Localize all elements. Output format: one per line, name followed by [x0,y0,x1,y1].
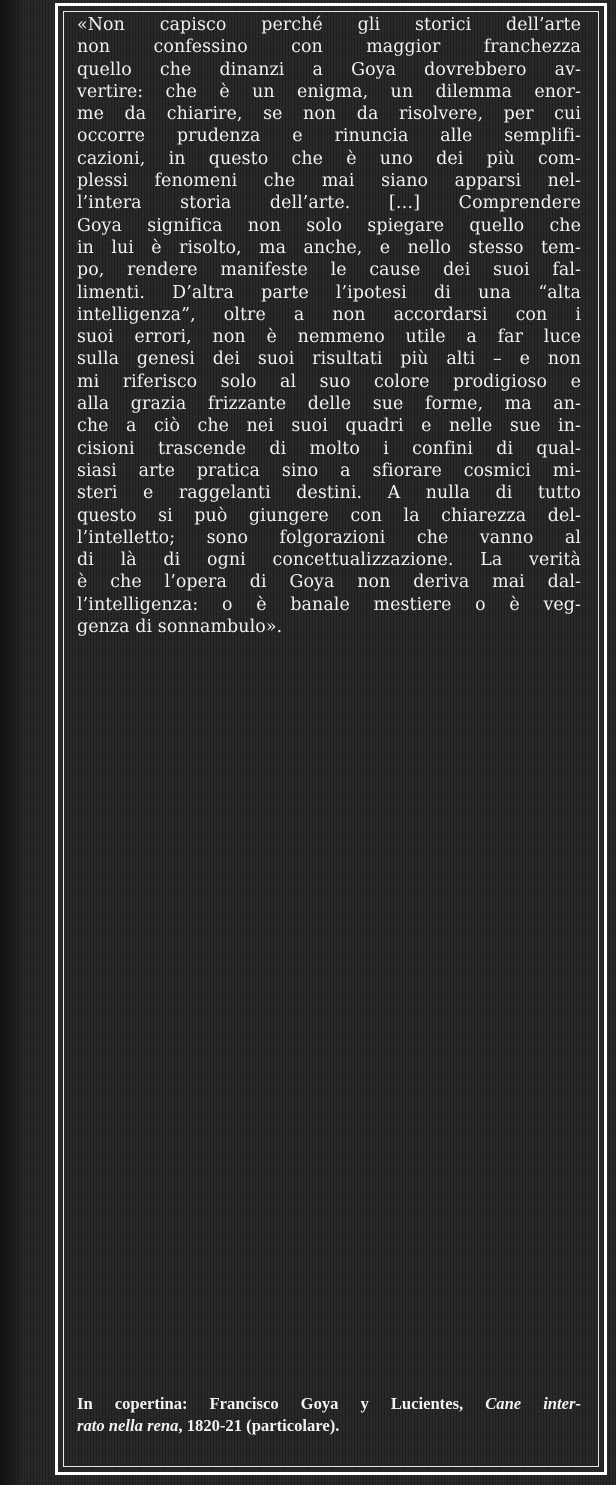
quote-line: me da chiarire, se non da risolvere, per cui [77,104,581,125]
quote-line: non confessino con maggior franchezza [77,37,581,58]
quote-line: «Non capisco perché gli storici dell’arte [77,15,581,35]
quote-line: genza di sonnambulo». [77,617,283,638]
credit-suffix: , 1820-21 (particolare). [178,1416,340,1435]
quote-line: cisioni trascende di molto i confini di qual- [77,438,581,459]
quote-line: cazioni, in questo che è uno dei più com- [77,148,581,169]
quote-line: questo si può giungere con la chiarezza del- [77,505,581,526]
quote-line: di là di ogni concettualizzazione. La verità [77,550,581,571]
artwork-title-part-1: Cane inter- [485,1394,581,1413]
quote-line: che a ciò che nei suoi quadri e nelle sue in- [77,416,581,437]
quote-line: Goya significa non solo spiegare quello che [77,215,581,236]
cover-credit-line-1 [77,1393,581,1415]
quote-line: siasi arte pratica sino a sfiorare cosmici mi- [77,460,581,481]
quote-line: intelligenza”, oltre a non accordarsi con i [77,304,581,325]
quote-line: plessi fenomeni che mai siano apparsi nel- [77,171,581,192]
spine-shadow [0,0,24,1485]
quote-line: alla grazia frizzante delle sue forme, ma an- [77,394,581,415]
quote-line: suoi errori, non è nemmeno utile a far luce [77,327,581,348]
quote-line: mi riferisco solo al suo colore prodigioso e [77,371,581,392]
quote-line: sulla genesi dei suoi risultati più alti – e non [77,349,581,370]
quote-line: l’intelligenza: o è banale mestiere o è veg- [77,594,581,615]
quote-line: occorre prudenza e rinuncia alle semplifi- [77,126,581,147]
quote-text [77,14,581,638]
quote-line: è che l’opera di Goya non deriva mai dal- [77,572,581,593]
cover-credit-line-2 [77,1415,581,1437]
quote-line: limenti. D’altra parte l’ipotesi di una “alta [77,282,581,303]
quote-line: quello che dinanzi a Goya dovrebbero av- [77,59,581,80]
credit-prefix: In copertina: Francisco Goya y Lucientes, [77,1394,464,1413]
quote-line: steri e raggelanti destini. A nulla di tutto [77,483,581,504]
quote-line: l’intelletto; sono folgorazioni che vanno al [77,527,581,548]
quote-line: l’intera storia dell’arte. […] Comprendere [77,193,581,214]
artwork-title-part-2: rato nella rena [77,1416,179,1435]
cover-credit [77,1393,581,1437]
quote-line: in lui è risolto, ma anche, e nello stesso tem- [77,237,581,258]
quote-line: vertire: che è un enigma, un dilemma enor- [77,81,581,102]
quote-line: po, rendere manifeste le cause dei suoi fal- [77,260,581,281]
